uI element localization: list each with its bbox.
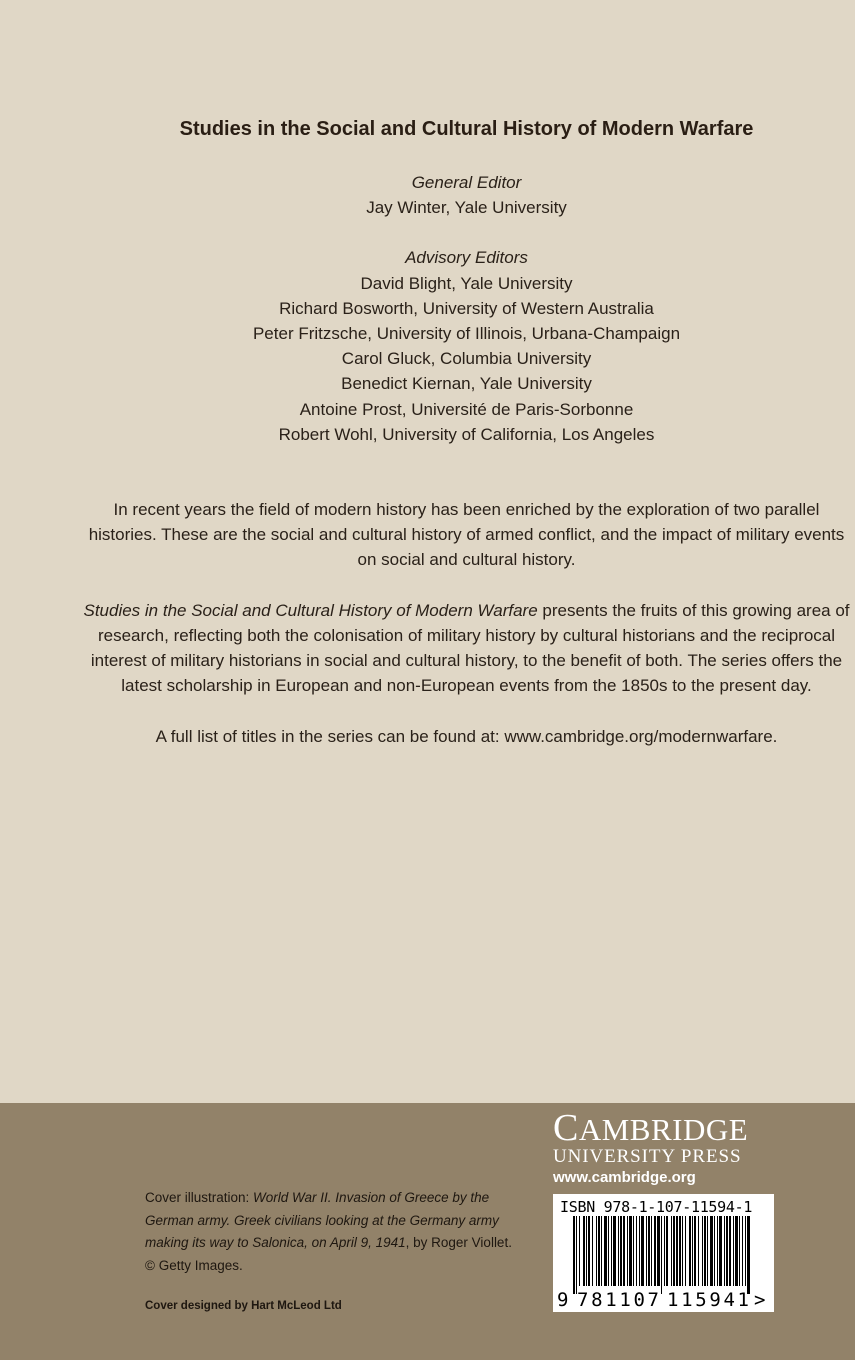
barcode-bar bbox=[694, 1216, 696, 1286]
advisory-editor: Robert Wohl, University of California, Los Angeles bbox=[278, 424, 655, 444]
publisher-name bbox=[553, 1107, 775, 1149]
barcode-bar bbox=[633, 1216, 634, 1286]
barcode-arrow: > bbox=[754, 1289, 766, 1311]
credit-caption: World War II. Invasion of Greece by the German army. Greek civilians looking at the Germany army making its way to Salonica, on April 9, 1941 bbox=[145, 1190, 499, 1250]
barcode-bar bbox=[673, 1216, 675, 1286]
advisory-editor: Benedict Kiernan, Yale University bbox=[341, 374, 592, 394]
barcode-bar bbox=[742, 1216, 743, 1286]
barcode-bar bbox=[714, 1216, 715, 1286]
publisher-url: www.cambridge.org bbox=[553, 1169, 696, 1186]
isbn-text: ISBN 978-1-107-11594-1 bbox=[560, 1198, 753, 1216]
barcode-bar bbox=[598, 1216, 600, 1286]
barcode-bar bbox=[729, 1216, 731, 1286]
barcode-graphic bbox=[553, 1194, 774, 1312]
barcode-bar bbox=[654, 1216, 656, 1286]
advisory-editor: Antoine Prost, Université de Paris-Sorbonne bbox=[299, 399, 634, 419]
cover-designer: Cover designed by Hart McLeod Ltd bbox=[145, 1300, 342, 1312]
barcode-bar bbox=[704, 1216, 706, 1286]
barcode-bar bbox=[592, 1216, 593, 1286]
barcode-bar bbox=[613, 1216, 616, 1286]
barcode-bar bbox=[707, 1216, 708, 1286]
barcode-bar bbox=[611, 1216, 612, 1286]
credit-prefix: Cover illustration: bbox=[145, 1190, 254, 1205]
publisher-name-initial: C bbox=[553, 1107, 579, 1149]
barcode-bar bbox=[623, 1216, 625, 1286]
barcode-bar bbox=[717, 1216, 718, 1286]
barcode-bar bbox=[682, 1216, 683, 1286]
description-paragraph-2 bbox=[78, 598, 855, 699]
general-editor-heading: General Editor bbox=[411, 173, 522, 192]
barcode-bar bbox=[679, 1216, 681, 1286]
series-title-italic: Studies in the Social and Cultural History of Modern Warfare bbox=[83, 600, 538, 620]
cover-illustration-credit bbox=[145, 1187, 535, 1277]
advisory-editors-heading: Advisory Editors bbox=[405, 248, 528, 268]
isbn-barcode bbox=[553, 1194, 774, 1312]
barcode-bar bbox=[586, 1216, 587, 1286]
barcode-bar bbox=[620, 1216, 622, 1286]
barcode-bar bbox=[735, 1216, 738, 1286]
barcode-bar bbox=[627, 1216, 628, 1286]
copyright-line: © Getty Images. bbox=[145, 1257, 243, 1273]
barcode-bar bbox=[702, 1216, 703, 1286]
back-cover-band bbox=[0, 1103, 855, 1360]
barcode-digits-right: 115941 bbox=[667, 1289, 749, 1311]
barcode-bar bbox=[710, 1216, 713, 1286]
barcode-bar bbox=[733, 1216, 734, 1286]
publisher-name-rest: AMBRIDGE bbox=[578, 1112, 749, 1147]
series-title: Studies in the Social and Cultural History of Modern Warfare bbox=[179, 118, 754, 140]
barcode-bar bbox=[724, 1216, 725, 1286]
barcode-bar bbox=[719, 1216, 722, 1286]
barcode-bar bbox=[685, 1216, 686, 1286]
publisher-press: UNIVERSITY PRESS bbox=[553, 1146, 742, 1167]
barcode-bar bbox=[657, 1216, 660, 1286]
credit-suffix: , by Roger Viollet. bbox=[405, 1235, 512, 1250]
description-paragraph-2-text: presents the fruits of this growing area of research, reflecting both the colonisation of military history by cultural historians and the reciprocal interest of military historians in social and cultural history, to the benefit of both. The series offers the latest scholarship in European and non-European events from the 1850s to the present day. bbox=[90, 600, 850, 696]
barcode-bar bbox=[576, 1216, 577, 1294]
barcode-bar bbox=[573, 1216, 575, 1294]
barcode-bar bbox=[636, 1216, 637, 1286]
description-paragraph-1: In recent years the field of modern history has been enriched by the exploration of two parallel histories. These are the social and cultural history of armed conflict, and the impact of military events on social and cultural history. bbox=[88, 500, 845, 570]
barcode-bar bbox=[692, 1216, 693, 1286]
barcode-bar bbox=[651, 1216, 652, 1286]
advisory-editor: Richard Bosworth, University of Western Australia bbox=[279, 298, 654, 318]
series-description bbox=[78, 497, 855, 774]
barcode-bar bbox=[689, 1216, 691, 1286]
barcode-bar bbox=[671, 1216, 672, 1286]
barcode-bar bbox=[579, 1216, 580, 1286]
editors-block bbox=[78, 170, 855, 447]
barcode-bar bbox=[739, 1216, 740, 1286]
barcode-bar bbox=[639, 1216, 640, 1286]
barcode-bar bbox=[745, 1216, 746, 1286]
barcode-bars bbox=[573, 1216, 750, 1294]
barcode-bar bbox=[604, 1216, 607, 1286]
barcode-bar bbox=[726, 1216, 728, 1286]
barcode-bar bbox=[629, 1216, 632, 1286]
barcode-bar bbox=[641, 1216, 644, 1286]
barcode-bar bbox=[747, 1216, 750, 1294]
advisory-editor: David Blight, Yale University bbox=[360, 273, 573, 293]
barcode-bar bbox=[583, 1216, 585, 1286]
series-list-note: A full list of titles in the series can be found at: www.cambridge.org/modernwarfare. bbox=[155, 726, 778, 746]
barcode-bar bbox=[698, 1216, 699, 1286]
advisory-editor: Carol Gluck, Columbia University bbox=[341, 349, 592, 369]
barcode-bar bbox=[648, 1216, 650, 1286]
barcode-bar bbox=[601, 1216, 602, 1286]
barcode-bar bbox=[646, 1216, 647, 1286]
general-editor-name: Jay Winter, Yale University bbox=[366, 198, 567, 218]
barcode-bar bbox=[664, 1216, 665, 1286]
barcode-lead-digit: 9 bbox=[557, 1289, 569, 1311]
barcode-bar bbox=[608, 1216, 609, 1286]
barcode-bar bbox=[661, 1216, 662, 1294]
barcode-bar bbox=[618, 1216, 619, 1286]
barcode-bar bbox=[666, 1216, 668, 1286]
advisory-editor: Peter Fritzsche, University of Illinois, Urbana-Champaign bbox=[252, 324, 681, 344]
barcode-bar bbox=[596, 1216, 597, 1286]
barcode-bar bbox=[588, 1216, 590, 1286]
barcode-digits-left: 781107 bbox=[577, 1289, 659, 1311]
publisher-logo bbox=[553, 1107, 775, 1189]
barcode-bar bbox=[676, 1216, 678, 1286]
